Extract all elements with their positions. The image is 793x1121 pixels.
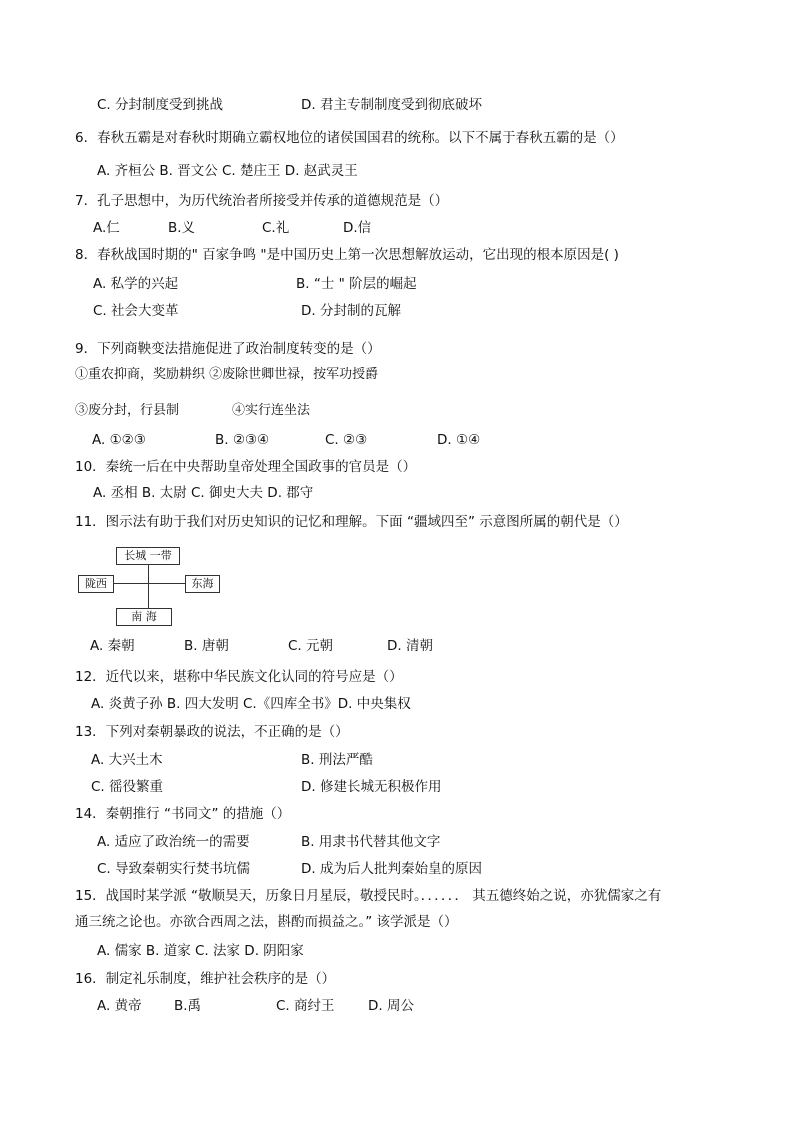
q10-options: A. 丞相 B. 太尉 C. 御史大夫 D. 郡守 <box>93 485 314 501</box>
q13-option-b: B. 刑法严酷 <box>301 752 373 768</box>
q7-option-d: D.信 <box>343 220 372 236</box>
q9-stem: 9．下列商鞅变法措施促进了政治制度转变的是（） <box>75 341 381 357</box>
q16-stem: 16．制定礼乐制度，维护社会秩序的是（） <box>75 971 336 987</box>
q8-option-d: D. 分封制的瓦解 <box>301 303 401 319</box>
q11-option-b: B. 唐朝 <box>184 638 229 654</box>
q9-item-4: ④实行连坐法 <box>232 403 311 418</box>
q9-option-d: D. ①④ <box>437 432 481 448</box>
q11-stem: 11．图示法有助于我们对历史知识的记忆和理解。下面 “疆域四至” 示意图所属的朝代是（） <box>75 514 628 530</box>
q13-stem: 13．下列对秦朝暴政的说法，不正确的是（） <box>75 724 349 740</box>
diagram-south-label: 南 海 <box>116 608 172 626</box>
diagram-east-label: 东海 <box>185 575 220 593</box>
q14-stem: 14．秦朝推行 “书同文” 的措施（） <box>75 806 291 822</box>
diagram-north-label: 长城 一带 <box>116 547 180 565</box>
q13-option-d: D. 修建长城无积极作用 <box>301 779 442 795</box>
q16-option-d: D. 周公 <box>368 998 414 1014</box>
q11-option-c: C. 元朝 <box>288 638 334 654</box>
q11-option-a: A. 秦朝 <box>90 638 135 654</box>
q9-option-a: A. ①②③ <box>92 432 146 448</box>
q12-stem: 12．近代以来，堪称中华民族文化认同的符号应是（） <box>75 669 403 685</box>
q7-stem: 7．孔子思想中，为历代统治者所接受并传承的道德规范是（） <box>75 193 449 209</box>
q15-stem-line2: 通三统之论也。亦欲合西周之法，斟酌而损益之。” 该学派是（） <box>75 914 458 930</box>
q15-options: A. 儒家 B. 道家 C. 法家 D. 阴阳家 <box>97 943 304 959</box>
q9-item-3: ③废分封，行县制 <box>75 403 180 418</box>
q8-option-a: A. 私学的兴起 <box>93 276 179 292</box>
q6-stem: 6．春秋五霸是对春秋时期确立霸权地位的诸侯国国君的统称。以下不属于春秋五霸的是（） <box>75 130 624 146</box>
q12-options: A. 炎黄子孙 B. 四大发明 C.《四库全书》D. 中央集权 <box>91 696 411 712</box>
q7-option-b: B.义 <box>168 220 196 236</box>
q14-option-b: B. 用隶书代替其他文字 <box>301 834 441 850</box>
q14-option-a: A. 适应了政治统一的需要 <box>97 834 250 850</box>
q6-options: A. 齐桓公 B. 晋文公 C. 楚庄王 D. 赵武灵王 <box>97 163 358 179</box>
q9-option-b: B. ②③④ <box>215 432 270 448</box>
q8-option-c: C. 社会大变革 <box>93 303 179 319</box>
q13-option-a: A. 大兴土木 <box>91 752 163 768</box>
q8-stem: 8．春秋战国时期的" 百家争鸣 "是中国历史上第一次思想解放运动，它出现的根本原因是( ) <box>75 247 619 263</box>
diagram-west-label: 陇西 <box>78 575 114 593</box>
q9-option-c: C. ②③ <box>325 432 368 448</box>
q9-items-1-2: ①重农抑商，奖励耕织 ②废除世卿世禄，按军功授爵 <box>75 367 379 382</box>
q5-option-d: D. 君主专制制度受到彻底破坏 <box>301 97 482 113</box>
q16-option-a: A. 黄帝 <box>97 998 142 1014</box>
q7-option-c: C.礼 <box>262 220 290 236</box>
q15-stem-line1: 15．战国时某学派 “敬顺昊天，历象日月星辰，敬授民时。．．．．．． 其五德终始之说，亦犹儒家之有 <box>75 888 662 904</box>
q14-option-d: D. 成为后人批判秦始皇的原因 <box>301 861 482 877</box>
q16-option-b: B.禹 <box>174 998 202 1014</box>
q7-option-a: A.仁 <box>93 220 120 236</box>
q5-option-c: C. 分封制度受到挑战 <box>97 97 224 113</box>
q13-option-c: C. 徭役繁重 <box>91 779 164 795</box>
q11-option-d: D. 清朝 <box>387 638 433 654</box>
q14-option-c: C. 导致秦朝实行焚书坑儒 <box>97 861 251 877</box>
q8-option-b: B. “士 " 阶层的崛起 <box>296 276 417 292</box>
q16-option-c: C. 商纣王 <box>276 998 335 1014</box>
q10-stem: 10．秦统一后在中央帮助皇帝处理全国政事的官员是（） <box>75 459 417 475</box>
